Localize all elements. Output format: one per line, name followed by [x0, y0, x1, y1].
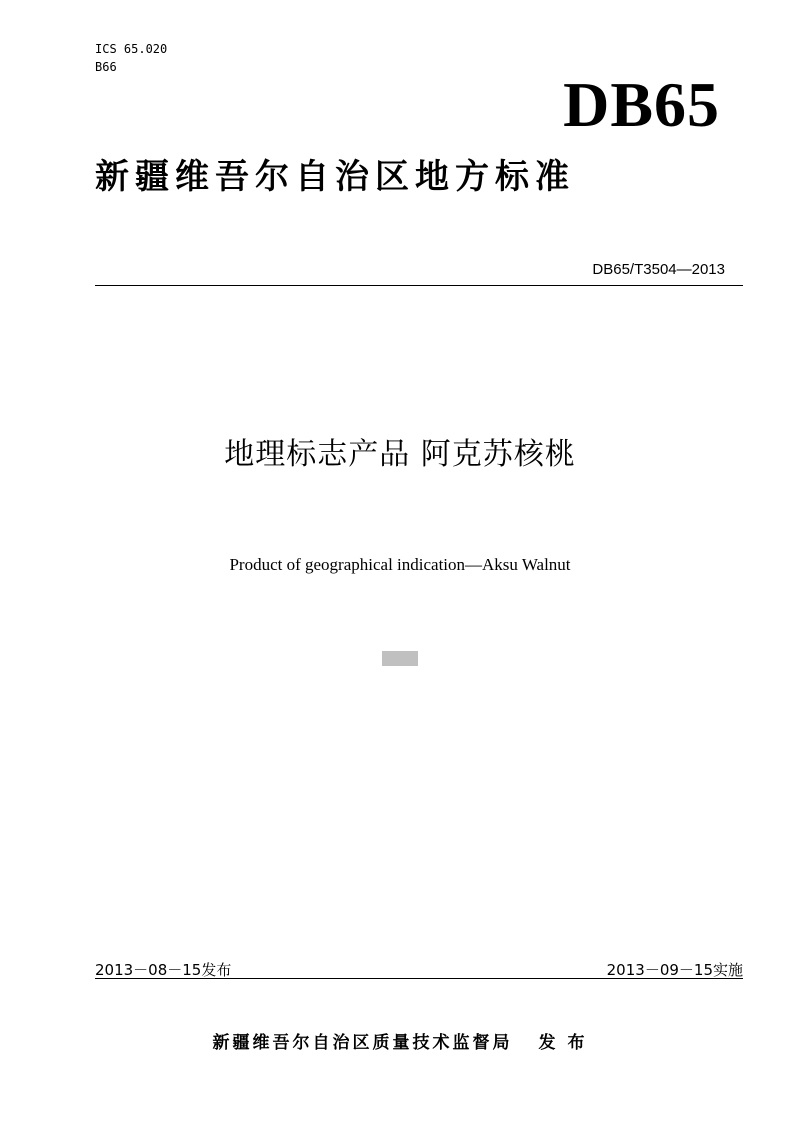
issuer-suffix: 发 布 [538, 1033, 588, 1053]
issuer-line [0, 1028, 800, 1053]
issuer-name: 新疆维吾尔自治区质量技术监督局 [212, 1033, 513, 1053]
title-chinese: 地理标志产品 阿克苏核桃 [224, 437, 576, 472]
ics-code: ICS 65.020 [95, 42, 168, 56]
title-english: Product of geographical indication—Aksu Walnut [229, 555, 571, 574]
ccs-code: B66 [95, 60, 117, 74]
issue-date: 2013－08－15发布 [95, 961, 232, 979]
standard-number: DB65/T3504—2013 [592, 261, 725, 278]
standard-authority: 新疆维吾尔自治区地方标准 [95, 157, 575, 197]
bottom-divider [95, 978, 743, 979]
top-divider [95, 285, 743, 286]
gray-placeholder-box [382, 651, 418, 666]
standard-logo: DB65 [563, 69, 720, 140]
implementation-date: 2013－09－15实施 [606, 961, 743, 979]
